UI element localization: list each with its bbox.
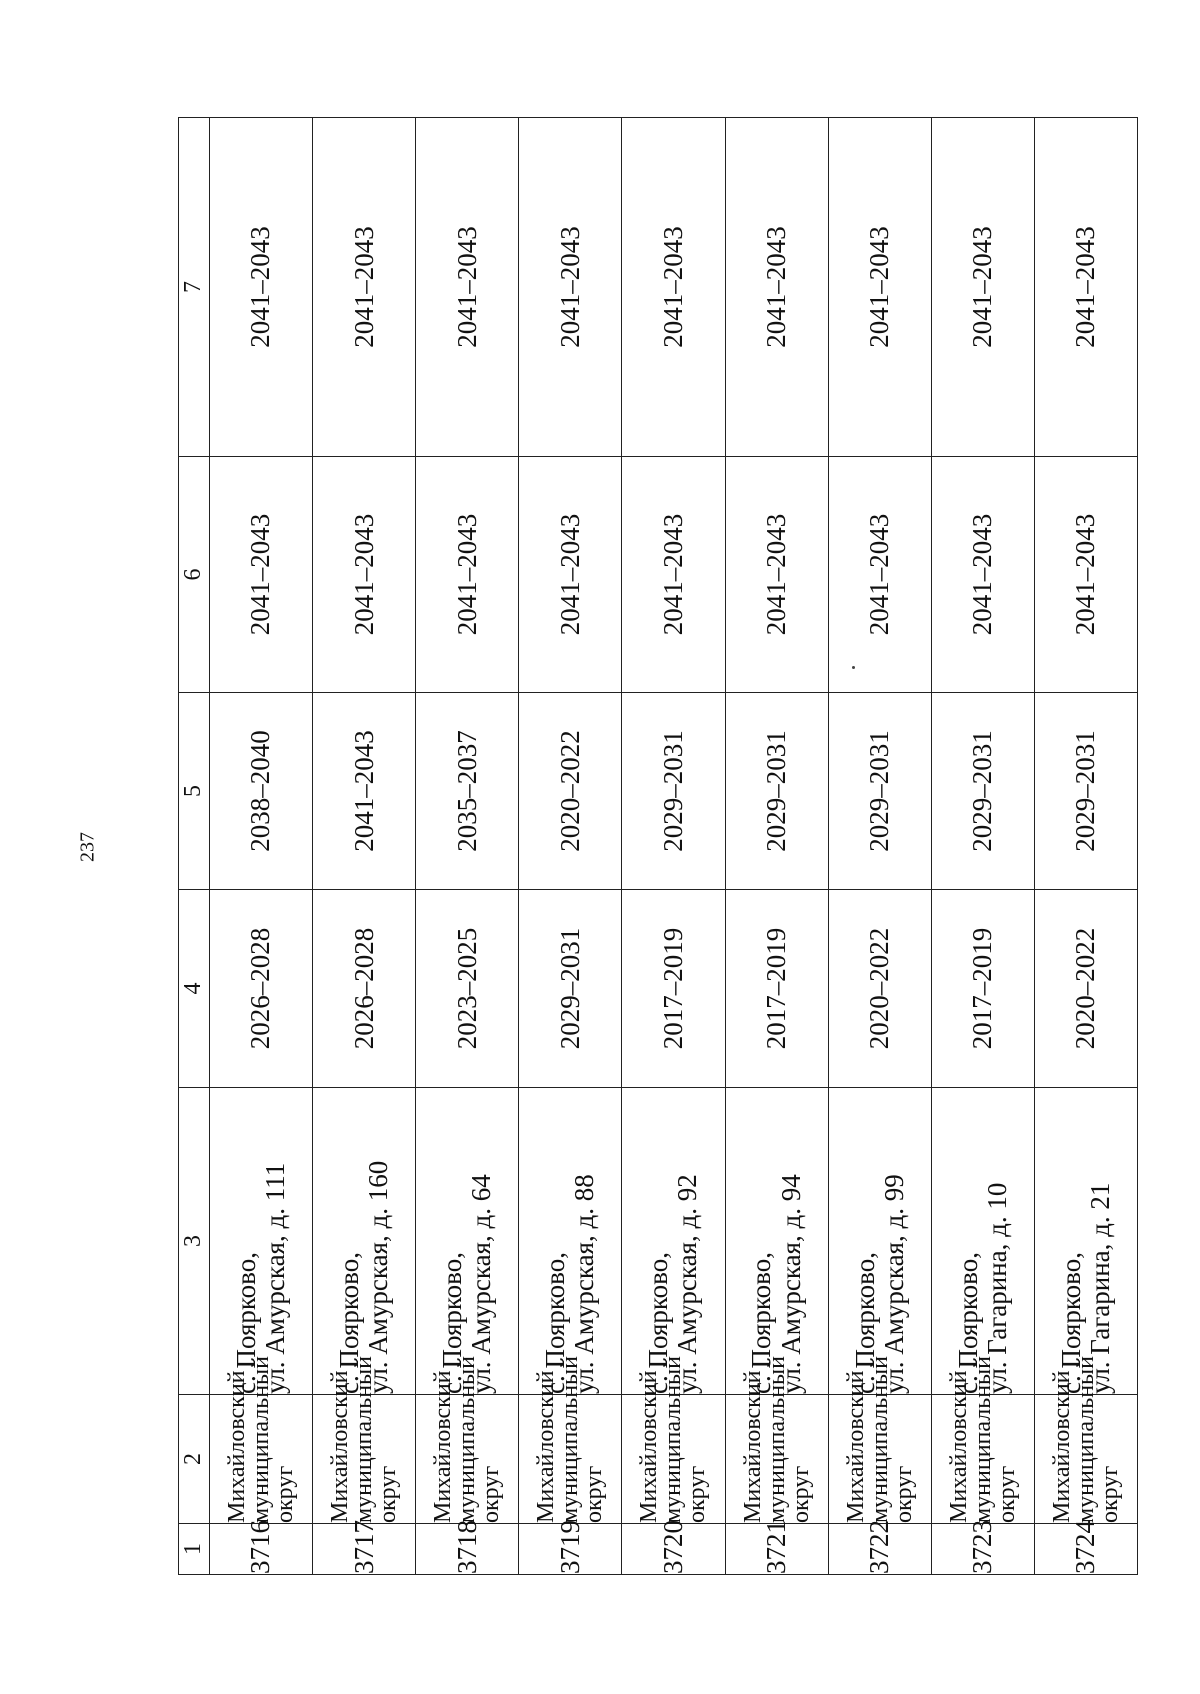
district-cell [622, 1355, 725, 1524]
district-cell [313, 1355, 416, 1524]
address-line: ул. Гагарина, д. 10 [981, 1182, 1012, 1394]
period-cell-c6: 2041–2043 [725, 457, 828, 693]
period-cell-c6: 2041–2043 [622, 457, 725, 693]
table-rotator [178, 118, 1138, 1575]
row-number-cell: 3719 [519, 1524, 622, 1575]
district-line: округ [478, 1465, 505, 1523]
period-cell-c6: 2041–2043 [416, 457, 519, 693]
district-line: Михайловский [430, 1370, 457, 1523]
period-cell-c5: 2041–2043 [313, 693, 416, 890]
district-line: муниципальный [557, 1355, 584, 1523]
district-cell [931, 1355, 1034, 1524]
address-line: с. Поярково, [1055, 1252, 1086, 1394]
period-cell-c4: 2020–2022 [1034, 890, 1137, 1088]
period-cell-c6: 2041–2043 [828, 457, 931, 693]
district-line: муниципальный [248, 1355, 275, 1523]
row-number-cell: 3723 [931, 1524, 1034, 1575]
period-cell-c5: 2029–2031 [931, 693, 1034, 890]
period-cell-c7: 2041–2043 [828, 118, 931, 457]
address-line: ул. Амурская, д. 94 [775, 1174, 806, 1394]
address-cell [313, 1088, 416, 1395]
address-line: ул. Амурская, д. 111 [260, 1162, 291, 1394]
period-cell-c4: 2017–2019 [931, 890, 1034, 1088]
address-line: ул. Амурская, д. 64 [466, 1174, 497, 1394]
column-header: 3 [179, 1088, 210, 1395]
address-line: с. Поярково, [437, 1252, 468, 1394]
period-cell-c7: 2041–2043 [622, 118, 725, 457]
address-cell [931, 1088, 1034, 1395]
address-line: с. Поярково, [230, 1252, 261, 1394]
district-line: округ [375, 1465, 402, 1523]
period-cell-c7: 2041–2043 [931, 118, 1034, 457]
table-body [210, 118, 1138, 1575]
table-row [828, 118, 931, 1575]
table-row [313, 118, 416, 1575]
address-line: ул. Амурская, д. 88 [569, 1174, 600, 1394]
period-cell-c5: 2020–2022 [519, 693, 622, 890]
district-line: округ [1096, 1465, 1123, 1523]
row-number-cell: 3716 [210, 1524, 313, 1575]
period-cell-c4: 2023–2025 [416, 890, 519, 1088]
district-line: Михайловский [636, 1370, 663, 1523]
district-line: Михайловский [1048, 1370, 1075, 1523]
district-line: муниципальный [763, 1355, 790, 1523]
period-cell-c4: 2017–2019 [622, 890, 725, 1088]
address-line: ул. Амурская, д. 99 [878, 1174, 909, 1394]
period-cell-c6: 2041–2043 [931, 457, 1034, 693]
period-cell-c6: 2041–2043 [519, 457, 622, 693]
district-line: округ [684, 1465, 711, 1523]
row-number-cell: 3720 [622, 1524, 725, 1575]
period-cell-c5: 2029–2031 [622, 693, 725, 890]
period-cell-c6: 2041–2043 [313, 457, 416, 693]
row-number-cell: 3724 [1034, 1524, 1137, 1575]
address-cell [519, 1088, 622, 1395]
period-cell-c5: 2038–2040 [210, 693, 313, 890]
table-row [210, 118, 313, 1575]
address-line: с. Поярково, [849, 1252, 880, 1394]
address-line: с. Поярково, [334, 1252, 364, 1394]
address-cell [725, 1088, 828, 1395]
district-line: Михайловский [533, 1370, 560, 1523]
district-line: муниципальный [454, 1355, 481, 1523]
district-cell [519, 1355, 622, 1524]
period-cell-c7: 2041–2043 [519, 118, 622, 457]
row-number-cell: 3722 [828, 1524, 931, 1575]
district-line: муниципальный [969, 1355, 996, 1523]
district-line: муниципальный [866, 1355, 893, 1523]
row-number-cell: 3718 [416, 1524, 519, 1575]
table-row [931, 118, 1034, 1575]
period-cell-c5: 2035–2037 [416, 693, 519, 890]
column-header: 1 [179, 1524, 210, 1575]
table-row [519, 118, 622, 1575]
period-cell-c6: 2041–2043 [210, 457, 313, 693]
district-cell [1034, 1355, 1137, 1524]
period-cell-c4: 2020–2022 [828, 890, 931, 1088]
period-cell-c5: 2029–2031 [1034, 693, 1137, 890]
address-cell [622, 1088, 725, 1395]
period-cell-c4: 2026–2028 [210, 890, 313, 1088]
district-line: Михайловский [327, 1370, 354, 1523]
row-number-cell: 3717 [313, 1524, 416, 1575]
page-number: 237 [76, 832, 99, 862]
district-line: округ [787, 1465, 814, 1523]
column-header: 5 [179, 693, 210, 890]
period-cell-c5: 2029–2031 [828, 693, 931, 890]
period-cell-c4: 2029–2031 [519, 890, 622, 1088]
address-cell [828, 1088, 931, 1395]
address-line: ул. Гагарина, д. 21 [1084, 1182, 1115, 1394]
table-row [416, 118, 519, 1575]
table-row [725, 118, 828, 1575]
address-line: ул. Амурская, д. 92 [672, 1174, 703, 1394]
period-cell-c7: 2041–2043 [313, 118, 416, 457]
address-cell [416, 1088, 519, 1395]
period-cell-c7: 2041–2043 [1034, 118, 1137, 457]
address-cell [210, 1088, 313, 1395]
district-line: Михайловский [739, 1370, 766, 1523]
district-line: Михайловский [224, 1370, 251, 1523]
table-row [1034, 118, 1137, 1575]
address-line: ул. Амурская, д. 160 [363, 1160, 394, 1394]
district-cell [828, 1355, 931, 1524]
period-cell-c7: 2041–2043 [725, 118, 828, 457]
column-header: 2 [179, 1395, 210, 1524]
district-line: округ [272, 1465, 299, 1523]
header-row [179, 118, 210, 1575]
period-cell-c5: 2029–2031 [725, 693, 828, 890]
period-cell-c4: 2026–2028 [313, 890, 416, 1088]
district-line: муниципальный [660, 1355, 687, 1523]
column-header: 7 [179, 118, 210, 457]
district-line: округ [993, 1465, 1020, 1523]
address-line: с. Поярково, [643, 1252, 674, 1394]
column-header: 4 [179, 890, 210, 1088]
district-line: Михайловский [945, 1370, 972, 1523]
address-cell [1034, 1088, 1137, 1395]
period-cell-c6: 2041–2043 [1034, 457, 1137, 693]
period-cell-c4: 2017–2019 [725, 890, 828, 1088]
period-cell-c7: 2041–2043 [210, 118, 313, 457]
period-cell-c7: 2041–2043 [416, 118, 519, 457]
district-line: муниципальный [1072, 1355, 1099, 1523]
district-line: округ [890, 1465, 917, 1523]
district-cell [416, 1355, 519, 1524]
row-number-cell: 3721 [725, 1524, 828, 1575]
district-cell [725, 1355, 828, 1524]
address-line: с. Поярково, [746, 1252, 777, 1394]
column-header: 6 [179, 457, 210, 693]
registry-table [178, 117, 1138, 1575]
district-line: муниципальный [351, 1355, 378, 1523]
district-line: Михайловский [842, 1370, 869, 1523]
table-row [622, 118, 725, 1575]
address-line: с. Поярково, [540, 1252, 571, 1394]
district-cell [210, 1355, 313, 1524]
address-line: с. Поярково, [952, 1252, 983, 1394]
district-line: округ [581, 1465, 608, 1523]
